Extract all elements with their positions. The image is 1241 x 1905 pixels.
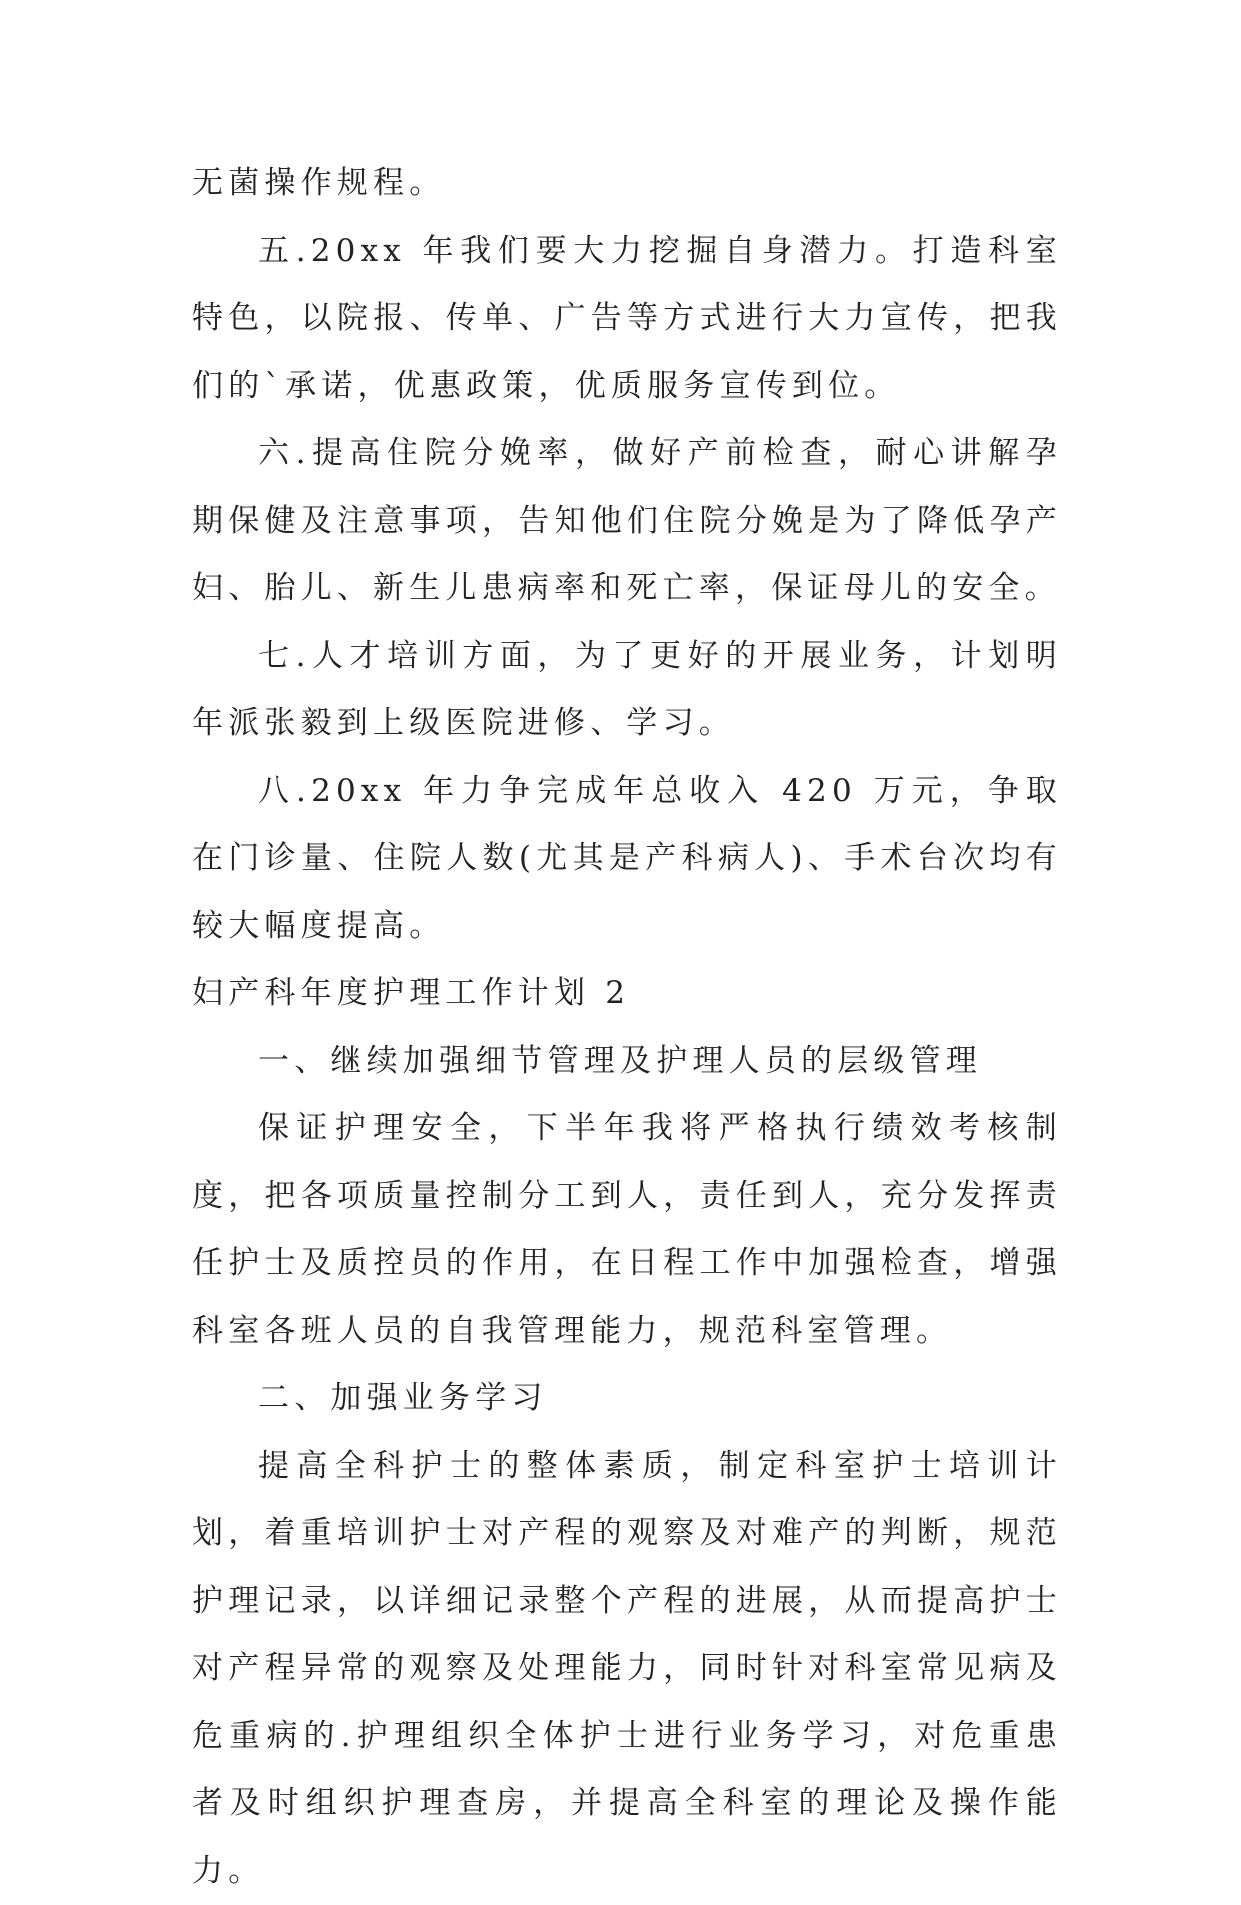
subheading-one: 一、继续加强细节管理及护理人员的层级管理 — [192, 1028, 1062, 1096]
paragraph-training: 提高全科护士的整体素质，制定科室护士培训计划，着重培训护士对产程的观察及对难产的判断，规范护理记录，以详细记录整个产程的进展，从而提高护士对产程异常的观察及处理能力，同时针对科室常见病及危重病的.护理组织全体护士进行业务学习，对危重患者及时组织护理查房，并提高全科室的理论及操作能力。 — [192, 1433, 1062, 1905]
paragraph-item-seven: 七.人才培训方面，为了更好的开展业务，计划明年派张毅到上级医院进修、学习。 — [192, 623, 1062, 758]
subheading-two: 二、加强业务学习 — [192, 1365, 1062, 1433]
paragraph-safety: 保证护理安全，下半年我将严格执行绩效考核制度，把各项质量控制分工到人，责任到人，充分发挥责任护士及质控员的作用，在日程工作中加强检查，增强科室各班人员的自我管理能力，规范科室管理。 — [192, 1095, 1062, 1365]
paragraph-item-five: 五.20xx 年我们要大力挖掘自身潜力。打造科室特色，以院报、传单、广告等方式进行大力宣传，把我们的`承诺，优惠政策，优质服务宣传到位。 — [192, 218, 1062, 421]
section-title: 妇产科年度护理工作计划 2 — [192, 960, 1062, 1028]
document-body — [192, 150, 1062, 1905]
paragraph-item-six: 六.提高住院分娩率，做好产前检查，耐心讲解孕期保健及注意事项，告知他们住院分娩是为了降低孕产妇、胎儿、新生儿患病率和死亡率，保证母儿的安全。 — [192, 420, 1062, 623]
paragraph-continuation: 无菌操作规程。 — [192, 150, 1062, 218]
paragraph-item-eight: 八.20xx 年力争完成年总收入 420 万元，争取在门诊量、住院人数(尤其是产科病人)、手术台次均有较大幅度提高。 — [192, 758, 1062, 961]
